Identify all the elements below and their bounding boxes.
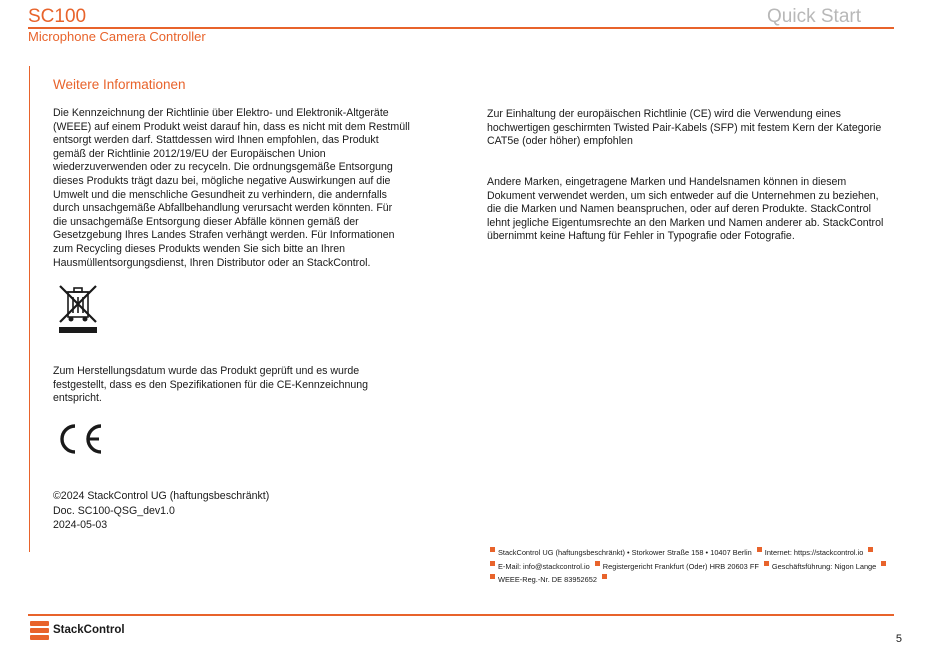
weee-line: die unsachgemäße Entsorgung dieser Abfälle können gemäß der — [53, 215, 359, 228]
weee-line: wiederzuverwenden oder zu recyceln. Die ordnungsgemäße Entsorgung — [53, 161, 393, 174]
stackcontrol-logo-icon — [30, 621, 49, 640]
company-info — [487, 546, 907, 587]
trademark-line: übernimmt keine Haftung für Fehler in Typografie oder Fotografie. — [487, 230, 795, 243]
document-id: Doc. SC100-QSG_dev1.0 — [53, 504, 175, 517]
page-number: 5 — [895, 633, 902, 645]
brand-name: StackControl — [53, 624, 125, 636]
bullet-square-icon — [490, 547, 495, 552]
company-website: Internet: https://stackcontrol.io — [764, 548, 864, 557]
trademark-line: die die Marken und Namen beanspruchen, oder auf deren Produkte. StackControl — [487, 203, 871, 216]
company-register: Registergericht Frankfurt (Oder) HRB 20603 FF — [602, 561, 759, 571]
bullet-square-icon — [595, 561, 600, 566]
cable-line: Zur Einhaltung der europäischen Richtlinie (CE) wird die Verwendung eines — [487, 108, 841, 120]
weee-line: Gesetzgebung Ihres Landes Strafen verhängt werden. Für Informationen — [53, 229, 395, 242]
company-info-line — [487, 546, 907, 560]
weee-line: entsorgt werden darf. Stattdessen wird Ihnen empfohlen, das Produkt — [53, 134, 379, 147]
weee-bin-icon — [57, 283, 99, 335]
trademark-line: Dokument verwendet werden, um sich entweder auf die Unternehmen zu beziehen, — [487, 189, 879, 202]
bullet-square-icon — [881, 561, 886, 566]
bullet-square-icon — [490, 561, 495, 566]
cable-line: hochwertigen geschirmten Twisted Pair-Kabels (SFP) mit festem Kern der Kategorie — [487, 121, 882, 134]
product-subtitle: Microphone Camera Controller — [28, 29, 206, 44]
weee-line: Umwelt und die menschliche Gesundheit zu verhindern, die andernfalls — [53, 188, 387, 201]
ce-mark-icon — [57, 423, 103, 455]
copyright-block — [53, 489, 353, 533]
weee-line: dieses Produkts trägt dazu bei, mögliche negative Auswirkungen auf die — [53, 174, 391, 187]
bullet-square-icon — [868, 547, 873, 552]
bullet-square-icon — [602, 574, 607, 579]
bullet-square-icon — [764, 561, 769, 566]
section-heading: Weitere Informationen — [53, 77, 186, 92]
copyright-text: ©2024 StackControl UG (haftungsbeschränkt) — [53, 490, 270, 502]
weee-line: gemäß der Richtlinie 2012/19/EU der Europäischen Union — [53, 147, 326, 160]
company-info-line — [487, 560, 907, 574]
trademark-line: Andere Marken, eingetragene Marken und Handelsnamen können in diesem — [487, 176, 847, 188]
document-type-label: Quick Start — [767, 6, 861, 27]
document-date: 2024-05-03 — [53, 519, 108, 531]
weee-line: (WEEE) auf einem Produkt weist darauf hin, dass es nicht mit dem Restmüll — [53, 120, 410, 133]
weee-line: Hausmüllentsorgungsdienst, Ihren Distributor oder an StackControl. — [53, 256, 371, 269]
product-title: SC100 — [28, 6, 87, 27]
cable-paragraph — [487, 108, 907, 149]
ce-line: Zum Herstellungsdatum wurde das Produkt geprüft und es wurde — [53, 365, 360, 377]
company-info-line — [487, 573, 907, 587]
left-accent-line — [29, 66, 30, 552]
company-management: Geschäftsführung: Nigon Lange — [771, 561, 877, 571]
weee-line: durch unsachgemäße Abfallbehandlung verursacht werden könnten. Für — [53, 202, 393, 215]
trademark-paragraph — [487, 176, 907, 244]
weee-line: Die Kennzeichnung der Richtlinie über Elektro- und Elektronik-Altgeräte — [53, 107, 389, 119]
ce-line: festgestellt, dass es den Spezifikationen für die CE-Kennzeichnung — [53, 378, 369, 391]
company-address: StackControl UG (haftungsbeschränkt) • Storkower Straße 158 • 10407 Berlin — [498, 548, 752, 557]
trademark-line: lehnt jegliche Eigentumsrechte an den Marken und Namen anderer ab. StackControl — [487, 216, 884, 229]
cable-line: CAT5e (oder höher) empfohlen — [487, 135, 633, 148]
company-email: E-Mail: info@stackcontrol.io — [498, 561, 590, 571]
footer-divider — [28, 614, 894, 616]
company-weee-reg: WEEE-Reg.-Nr. DE 83952652 — [498, 575, 597, 584]
bullet-square-icon — [490, 574, 495, 579]
weee-line: zum Recycling dieses Produkts wenden Sie sich bitte an Ihren — [53, 242, 346, 255]
ce-paragraph — [53, 365, 393, 406]
weee-paragraph — [53, 107, 425, 270]
bullet-square-icon — [757, 547, 762, 552]
ce-line: entspricht. — [53, 392, 102, 405]
